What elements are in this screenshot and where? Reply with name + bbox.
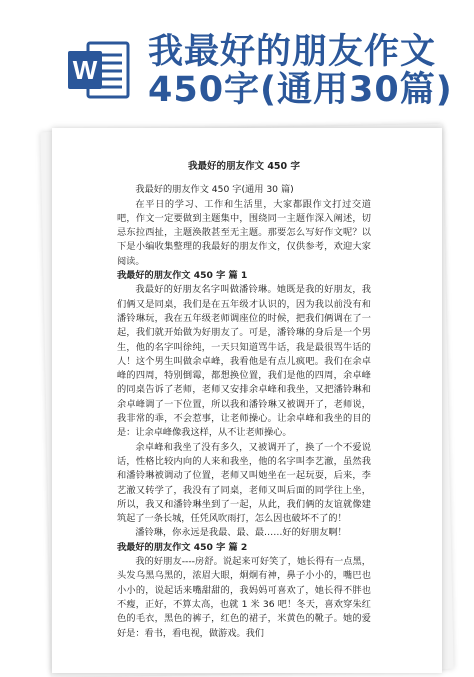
section-1-paragraph-2: 余卓峰和我坐了没有多久，又被调开了，换了一个不爱说话，性格比较内向的人来和我坐，他的名字叫李艺澈，虽然我和潘铃琳被调动了位置，老师又叫她坐在一起玩耍，后来，李艺澈又转学了，我没有了同桌，老师又叫后面的同学往上坐，所以，我又和潘铃琳坐到了一起，从此，我们俩的友谊就像建筑起了一条长城，任凭风吹雨打，怎么因也破坏不了的！ [117,441,371,525]
word-icon-letter: W [72,55,98,85]
document-title: 我最好的朋友作文 450 字 [188,161,300,172]
section-1-title: 我最好的朋友作文 450 字 篇 1 [117,270,248,282]
word-document-icon [66,37,132,103]
banner-header [0,0,474,120]
heading-line: 我最好的朋友作文 450 字(通用 30 篇) [135,184,294,196]
intro-paragraph: 在平日的学习、工作和生活里，大家都跟作文打过交道吧，作文一定要做到主题集中，围绕同一主题作深入阐述，切忌东拉西扯，主题涣散甚至无主题。那要怎么写好作文呢？以下是小编收集整理的我最好的朋友作文，仅供参考，欢迎大家阅读。 [117,198,371,267]
page-title-line1: 我最好的朋友作文 [148,32,437,72]
section-1-paragraph-1: 我最好的好朋友名字叫做潘铃琳。她既是我的好朋友，我们俩又是同桌，我们是在五年级才认识的，因为我以前没有和潘铃琳玩，我在五年级老师调座位的时候，把我们俩调在了一起，我们就开始做为好朋友了。可是，潘铃琳的身后是一个男生，他的名字叫徐纯，一天只知道骂牛话，我是最很骂牛话的人！这个男生叫做余卓峰，我看他是有点儿疯吧。我们在余卓峰的四周，特别倒霉，都想换位置，我们是他的四周，余卓峰的同桌告诉了老师，老师又安排余卓峰和我坐，又把潘铃琳和余卓峰调了一下位置，所以我和潘铃琳又被调开了，老师说，我非常的乖，不会惹事，让老师操心。让余卓峰和我坐的目的是：让余卓峰像我这样，从不让老师操心。 [117,284,371,439]
section-2-paragraph-1: 我的好朋友----房舒。说起来可好笑了，她长得有一点黑，头发乌黑乌黑的，浓眉大眼，炯炯有神，鼻子小小的，嘴巴也小小的，说起话来嘴甜甜的，我妈妈可喜欢了，她长得不胖也不瘦，正好，不算太高，也就 1 米 36 吧！冬天，喜欢穿朱红色的毛衣，黑色的裤子，红色的裙子，米黄色的靴子。她的爱好是：看书，看电视，做游戏。我们 [117,556,371,639]
section-1-paragraph-3: 潘铃琳，你永远是我最、最、最……好的好朋友啊！ [135,527,347,539]
page-title-line2: 450字(通用30篇) [148,70,453,110]
section-2-title: 我最好的朋友作文 450 字 篇 2 [117,541,248,553]
document-content [117,160,371,641]
